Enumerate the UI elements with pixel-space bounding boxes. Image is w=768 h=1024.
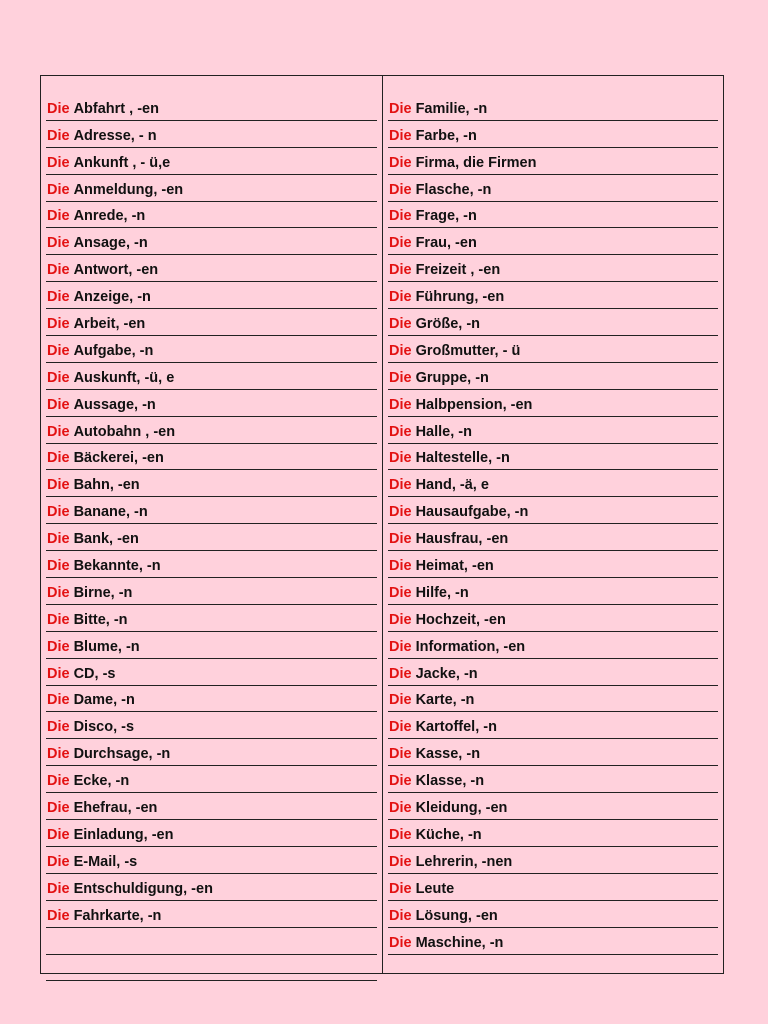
noun-entry: Bitte, -n	[73, 611, 128, 628]
noun-entry: Anzeige, -n	[73, 289, 151, 306]
article-label: Die	[47, 369, 70, 386]
vocab-row	[388, 874, 718, 901]
vocab-row	[46, 659, 377, 686]
article-label: Die	[389, 719, 412, 736]
article-label: Die	[47, 773, 70, 790]
vocab-row	[46, 363, 377, 390]
noun-entry: Banane, -n	[73, 504, 148, 521]
article-label: Die	[389, 316, 412, 333]
article-label: Die	[47, 719, 70, 736]
noun-entry: Halbpension, -en	[415, 396, 533, 413]
vocab-row	[388, 417, 718, 444]
article-label: Die	[389, 531, 412, 548]
noun-entry: Frage, -n	[415, 208, 477, 225]
vocab-row	[46, 202, 377, 229]
noun-entry: Hochzeit, -en	[415, 611, 506, 628]
noun-entry: E-Mail, -s	[73, 853, 138, 870]
noun-entry: Bekannte, -n	[73, 558, 161, 575]
article-label: Die	[389, 907, 412, 924]
vocab-row	[46, 874, 377, 901]
article-label: Die	[47, 235, 70, 252]
noun-entry: Birne, -n	[73, 584, 133, 601]
noun-entry: Ankunft , - ü,e	[73, 154, 171, 171]
vocab-row	[46, 336, 377, 363]
noun-entry: Hilfe, -n	[415, 584, 469, 601]
noun-entry: Haltestelle, -n	[415, 450, 510, 467]
article-label: Die	[47, 907, 70, 924]
noun-entry: Anmeldung, -en	[73, 181, 184, 198]
vocab-row	[46, 928, 377, 955]
noun-entry: Dame, -n	[73, 692, 135, 709]
vocab-row	[46, 390, 377, 417]
noun-entry: Größe, -n	[415, 316, 481, 333]
article-label: Die	[47, 665, 70, 682]
article-label: Die	[47, 558, 70, 575]
vocab-row	[388, 470, 718, 497]
noun-entry: CD, -s	[73, 665, 116, 682]
article-label: Die	[47, 504, 70, 521]
noun-entry: Führung, -en	[415, 289, 505, 306]
vocab-row	[46, 94, 377, 121]
vocab-row	[46, 712, 377, 739]
article-label: Die	[47, 127, 70, 144]
right-column	[382, 76, 723, 973]
vocab-row	[388, 175, 718, 202]
noun-entry: Disco, -s	[73, 719, 135, 736]
article-label: Die	[389, 477, 412, 494]
noun-entry: Großmutter, - ü	[415, 342, 521, 359]
noun-entry: Leute	[415, 880, 455, 897]
vocabulary-table	[40, 75, 724, 974]
article-label: Die	[47, 853, 70, 870]
article-label: Die	[389, 154, 412, 171]
article-label: Die	[47, 800, 70, 817]
article-label: Die	[389, 584, 412, 601]
vocab-row	[388, 766, 718, 793]
noun-entry: Familie, -n	[415, 100, 488, 117]
article-label: Die	[389, 558, 412, 575]
noun-entry: Aussage, -n	[73, 396, 156, 413]
vocab-row	[388, 551, 718, 578]
article-label: Die	[389, 665, 412, 682]
article-label: Die	[389, 853, 412, 870]
vocab-row	[388, 901, 718, 928]
noun-entry: Adresse, - n	[73, 127, 157, 144]
article-label: Die	[47, 638, 70, 655]
noun-entry: Fahrkarte, -n	[73, 907, 162, 924]
vocab-row	[388, 524, 718, 551]
article-label: Die	[47, 531, 70, 548]
noun-entry: Jacke, -n	[415, 665, 478, 682]
vocab-row	[388, 228, 718, 255]
noun-entry: Küche, -n	[415, 826, 482, 843]
vocab-row	[46, 847, 377, 874]
noun-entry: Auskunft, -ü, e	[73, 369, 175, 386]
noun-entry: Durchsage, -n	[73, 746, 171, 763]
noun-entry: Maschine, -n	[415, 934, 504, 951]
noun-entry: Bank, -en	[73, 531, 139, 548]
noun-entry: Freizeit , -en	[415, 262, 501, 279]
article-label: Die	[47, 450, 70, 467]
vocab-row	[46, 632, 377, 659]
vocab-row	[46, 551, 377, 578]
article-label: Die	[389, 342, 412, 359]
noun-entry: Bahn, -en	[73, 477, 140, 494]
noun-entry: Entschuldigung, -en	[73, 880, 213, 897]
vocab-row	[388, 686, 718, 713]
vocab-row	[46, 686, 377, 713]
noun-entry: Abfahrt , -en	[73, 100, 159, 117]
vocab-row	[388, 847, 718, 874]
noun-entry: Kartoffel, -n	[415, 719, 497, 736]
article-label: Die	[47, 611, 70, 628]
article-label: Die	[47, 181, 70, 198]
vocab-row	[388, 578, 718, 605]
article-label: Die	[47, 396, 70, 413]
article-label: Die	[389, 773, 412, 790]
noun-entry: Lehrerin, -nen	[415, 853, 513, 870]
noun-entry: Hausfrau, -en	[415, 531, 509, 548]
vocab-row	[46, 578, 377, 605]
article-label: Die	[389, 504, 412, 521]
vocab-row	[388, 659, 718, 686]
article-label: Die	[389, 934, 412, 951]
vocab-row	[46, 955, 377, 982]
noun-entry: Arbeit, -en	[73, 316, 146, 333]
vocab-row	[46, 793, 377, 820]
vocab-row	[388, 928, 718, 955]
article-label: Die	[389, 692, 412, 709]
vocab-row	[388, 605, 718, 632]
vocab-row	[388, 363, 718, 390]
article-label: Die	[389, 235, 412, 252]
article-label: Die	[47, 342, 70, 359]
vocab-row	[388, 148, 718, 175]
noun-entry: Hand, -ä, e	[415, 477, 489, 494]
article-label: Die	[389, 746, 412, 763]
noun-entry: Ansage, -n	[73, 235, 148, 252]
article-label: Die	[389, 611, 412, 628]
vocab-row	[46, 497, 377, 524]
noun-entry: Heimat, -en	[415, 558, 494, 575]
noun-entry: Ecke, -n	[73, 773, 130, 790]
noun-entry: Blume, -n	[73, 638, 140, 655]
vocab-row	[388, 739, 718, 766]
vocab-row	[388, 309, 718, 336]
vocab-row	[46, 228, 377, 255]
article-label: Die	[47, 100, 70, 117]
article-label: Die	[389, 638, 412, 655]
noun-entry: Aufgabe, -n	[73, 342, 154, 359]
noun-entry: Anrede, -n	[73, 208, 146, 225]
vocab-row	[46, 605, 377, 632]
vocab-row	[46, 524, 377, 551]
noun-entry: Autobahn , -en	[73, 423, 176, 440]
vocab-row	[388, 94, 718, 121]
vocab-row	[46, 766, 377, 793]
noun-entry: Lösung, -en	[415, 907, 498, 924]
vocab-row	[388, 282, 718, 309]
noun-entry: Karte, -n	[415, 692, 475, 709]
vocab-row	[388, 202, 718, 229]
article-label: Die	[389, 262, 412, 279]
noun-entry: Kleidung, -en	[415, 800, 508, 817]
article-label: Die	[47, 154, 70, 171]
noun-entry: Halle, -n	[415, 423, 472, 440]
noun-entry: Frau, -en	[415, 235, 477, 252]
vocab-row	[46, 444, 377, 471]
article-label: Die	[47, 746, 70, 763]
article-label: Die	[389, 423, 412, 440]
article-label: Die	[47, 208, 70, 225]
vocab-row	[388, 390, 718, 417]
vocab-row	[388, 121, 718, 148]
article-label: Die	[389, 181, 412, 198]
vocab-row	[46, 820, 377, 847]
noun-entry: Kasse, -n	[415, 746, 481, 763]
article-label: Die	[47, 423, 70, 440]
vocab-row	[46, 417, 377, 444]
article-label: Die	[389, 369, 412, 386]
article-label: Die	[389, 826, 412, 843]
noun-entry: Klasse, -n	[415, 773, 485, 790]
vocab-row	[46, 901, 377, 928]
article-label: Die	[47, 262, 70, 279]
vocab-row	[46, 121, 377, 148]
vocab-row	[46, 282, 377, 309]
article-label: Die	[389, 450, 412, 467]
noun-entry: Antwort, -en	[73, 262, 159, 279]
left-column	[41, 76, 382, 973]
noun-entry: Information, -en	[415, 638, 526, 655]
article-label: Die	[47, 826, 70, 843]
vocab-row	[46, 470, 377, 497]
noun-entry: Firma, die Firmen	[415, 154, 537, 171]
vocab-row	[46, 309, 377, 336]
vocab-row	[388, 820, 718, 847]
vocab-row	[388, 793, 718, 820]
vocab-row	[46, 175, 377, 202]
noun-entry: Farbe, -n	[415, 127, 477, 144]
vocab-row	[46, 148, 377, 175]
vocab-row	[388, 632, 718, 659]
article-label: Die	[47, 316, 70, 333]
article-label: Die	[389, 880, 412, 897]
vocab-row	[388, 712, 718, 739]
vocab-row	[388, 444, 718, 471]
article-label: Die	[389, 289, 412, 306]
vocab-row	[388, 336, 718, 363]
noun-entry: Gruppe, -n	[415, 369, 489, 386]
noun-entry: Hausaufgabe, -n	[415, 504, 529, 521]
vocab-row	[46, 255, 377, 282]
article-label: Die	[47, 692, 70, 709]
noun-entry: Ehefrau, -en	[73, 800, 158, 817]
article-label: Die	[47, 584, 70, 601]
noun-entry: Bäckerei, -en	[73, 450, 164, 467]
article-label: Die	[389, 127, 412, 144]
article-label: Die	[389, 396, 412, 413]
article-label: Die	[389, 100, 412, 117]
noun-entry: Flasche, -n	[415, 181, 492, 198]
article-label: Die	[47, 289, 70, 306]
vocab-row	[46, 739, 377, 766]
article-label: Die	[389, 208, 412, 225]
article-label: Die	[47, 477, 70, 494]
vocab-row	[388, 497, 718, 524]
vocab-row	[388, 255, 718, 282]
article-label: Die	[389, 800, 412, 817]
noun-entry: Einladung, -en	[73, 826, 174, 843]
article-label: Die	[47, 880, 70, 897]
